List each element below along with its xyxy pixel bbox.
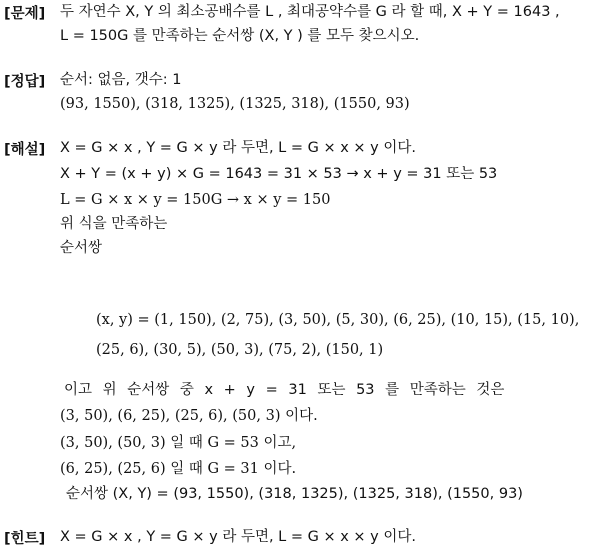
after-line-1: 이고 위 순서쌍 중 x + y = 31 또는 53 를 만족하는 것은 — [64, 382, 505, 398]
solution-tag: [해설] — [4, 142, 46, 158]
after-line-5: 순서쌍 (X, Y) = (93, 1550), (318, 1325), (1325, 318), (1550, 93) — [66, 486, 523, 502]
problem-line-1: 두 자연수 X, Y 의 최소공배수를 L , 최대공약수를 G 라 할 때, X + Y = 1643 , — [60, 4, 560, 20]
hint-line-1: X = G × x , Y = G × y 라 두면, L = G × x × y 이다. — [60, 529, 416, 545]
after-line-2: (3, 50), (6, 25), (25, 6), (50, 3) 이다. — [60, 408, 318, 424]
answer-line-1: 순서: 없음, 갯수: 1 — [60, 72, 182, 88]
hint-tag: [힌트] — [4, 531, 46, 547]
solution-line-5: 순서쌍 — [60, 240, 103, 256]
pairs-line-2: (25, 6), (30, 5), (50, 3), (75, 2), (150, 1) — [96, 342, 384, 358]
pairs-line-1: (x, y) = (1, 150), (2, 75), (3, 50), (5, 30), (6, 25), (10, 15), (15, 10), — [96, 312, 580, 328]
solution-line-2: X + Y = (x + y) × G = 1643 = 31 × 53 → x + y = 31 또는 53 — [60, 166, 498, 182]
problem-tag: [문제] — [4, 6, 46, 22]
problem-line-2: L = 150G 를 만족하는 순서쌍 (X, Y ) 를 모두 찾으시오. — [60, 28, 420, 44]
solution-line-1: X = G × x , Y = G × y 라 두면, L = G × x × y 이다. — [60, 140, 416, 156]
after-line-4: (6, 25), (25, 6) 일 때 G = 31 이다. — [60, 461, 297, 477]
solution-line-4: 위 식을 만족하는 — [60, 216, 168, 232]
after-line-3: (3, 50), (50, 3) 일 때 G = 53 이고, — [60, 435, 297, 451]
answer-tag: [정답] — [4, 74, 46, 90]
solution-line-3: L = G × x × y = 150G → x × y = 150 — [60, 192, 331, 208]
answer-line-2: (93, 1550), (318, 1325), (1325, 318), (1550, 93) — [60, 96, 410, 112]
